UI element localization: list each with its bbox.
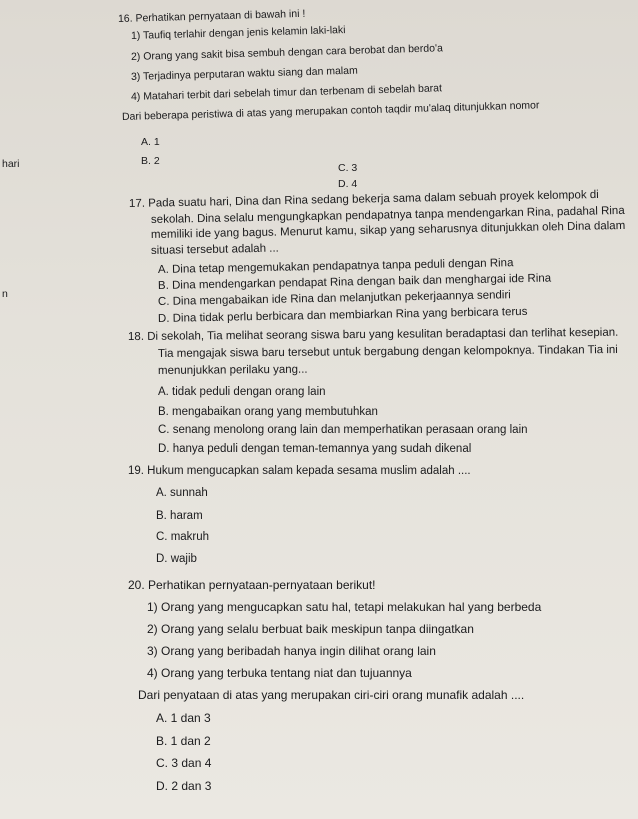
question-stem: 18. Di sekolah, Tia melihat seorang siswa baru yang kesulitan beradaptasi dan terlihat kesepian.: [127, 326, 619, 343]
answer-option[interactable]: A. Dina tetap mengemukakan pendapatnya tanpa peduli dengan Rina: [157, 257, 514, 276]
question-stem: 19. Hukum mengucapkan salam kepada sesama muslim adalah ....: [128, 465, 471, 477]
answer-option[interactable]: D. hanya peduli dengan teman-temannya yang sudah dikenal: [158, 443, 472, 455]
answer-option[interactable]: B. Dina mendengarkan pendapat Rina dengan baik dan menghargai ide Rina: [157, 272, 552, 292]
statement-item: 1) Taufiq terlahir dengan jenis kelamin laki-laki: [130, 24, 346, 42]
question-text: Dari beberapa peristiwa di atas yang merupakan contoh taqdir mu'alaq ditunjukkan nomor: [121, 99, 540, 123]
answer-option[interactable]: C. makruh: [156, 531, 210, 543]
question-stem: memiliki ide yang bagus. Menurut kamu, sikap yang seharusnya ditunjukkan oleh Dina dalam: [150, 219, 626, 241]
answer-option[interactable]: C. 3: [338, 162, 358, 174]
statement-item: 2) Orang yang sakit bisa sembuh dengan cara berobat dan berdo'a: [130, 42, 444, 63]
answer-option[interactable]: A. tidak peduli dengan orang lain: [158, 386, 326, 398]
question-stem: 20. Perhatikan pernyataan-pernyataan berikut!: [128, 578, 376, 592]
question-stem: situasi tersebut adalah ...: [150, 242, 279, 257]
answer-option[interactable]: A. 1: [141, 136, 160, 148]
question-stem: 16. Perhatikan pernyataan di bawah ini !: [117, 7, 306, 25]
question-stem: sekolah. Dina selalu mengungkapkan pendapatnya tanpa mendengarkan Rina, padahal Rina: [150, 204, 625, 226]
margin-fragment: hari: [2, 158, 20, 170]
statement-item: 3) Terjadinya perputaran waktu siang dan malam: [130, 64, 358, 83]
answer-option[interactable]: B. mengabaikan orang yang membutuhkan: [158, 406, 378, 418]
statement-item: 2) Orang yang selalu berbuat baik meskipun tanpa diingatkan: [147, 622, 474, 636]
statement-item: 1) Orang yang mengucapkan satu hal, tetapi melakukan hal yang berbeda: [147, 600, 542, 614]
answer-option[interactable]: D. 4: [338, 178, 358, 190]
statement-item: 3) Orang yang beribadah hanya ingin dilihat orang lain: [147, 644, 436, 658]
statement-item: 4) Orang yang terbuka tentang niat dan tujuannya: [147, 666, 412, 680]
statement-item: 4) Matahari terbit dari sebelah timur dan terbenam di sebelah barat: [130, 82, 443, 103]
margin-fragment: n: [2, 288, 8, 300]
answer-option[interactable]: B. 1 dan 2: [156, 734, 211, 748]
answer-option[interactable]: D. wajib: [156, 553, 197, 565]
question-stem: 17. Pada suatu hari, Dina dan Rina sedang bekerja sama dalam sebuah proyek kelompok di: [128, 188, 599, 210]
question-stem: Tia mengajak siswa baru tersebut untuk bergabung dengan kelompoknya. Tindakan Tia ini: [157, 343, 618, 360]
answer-option[interactable]: D. 2 dan 3: [156, 779, 212, 793]
question-stem: menunjukkan perilaku yang...: [157, 363, 308, 377]
answer-option[interactable]: B. 2: [141, 155, 160, 167]
answer-option[interactable]: C. senang menolong orang lain dan memperhatikan perasaan orang lain: [158, 424, 528, 436]
answer-option[interactable]: C. 3 dan 4: [156, 756, 212, 770]
answer-option[interactable]: A. 1 dan 3: [156, 711, 211, 725]
answer-option[interactable]: A. sunnah: [156, 487, 208, 499]
question-text: Dari penyataan di atas yang merupakan ciri-ciri orang munafik adalah ....: [138, 688, 525, 702]
answer-option[interactable]: C. Dina mengabaikan ide Rina dan melanjutkan pekerjaannya sendiri: [157, 289, 511, 308]
answer-option[interactable]: B. haram: [156, 510, 203, 522]
answer-option[interactable]: D. Dina tidak perlu berbicara dan membiarkan Rina yang berbicara terus: [157, 305, 528, 325]
